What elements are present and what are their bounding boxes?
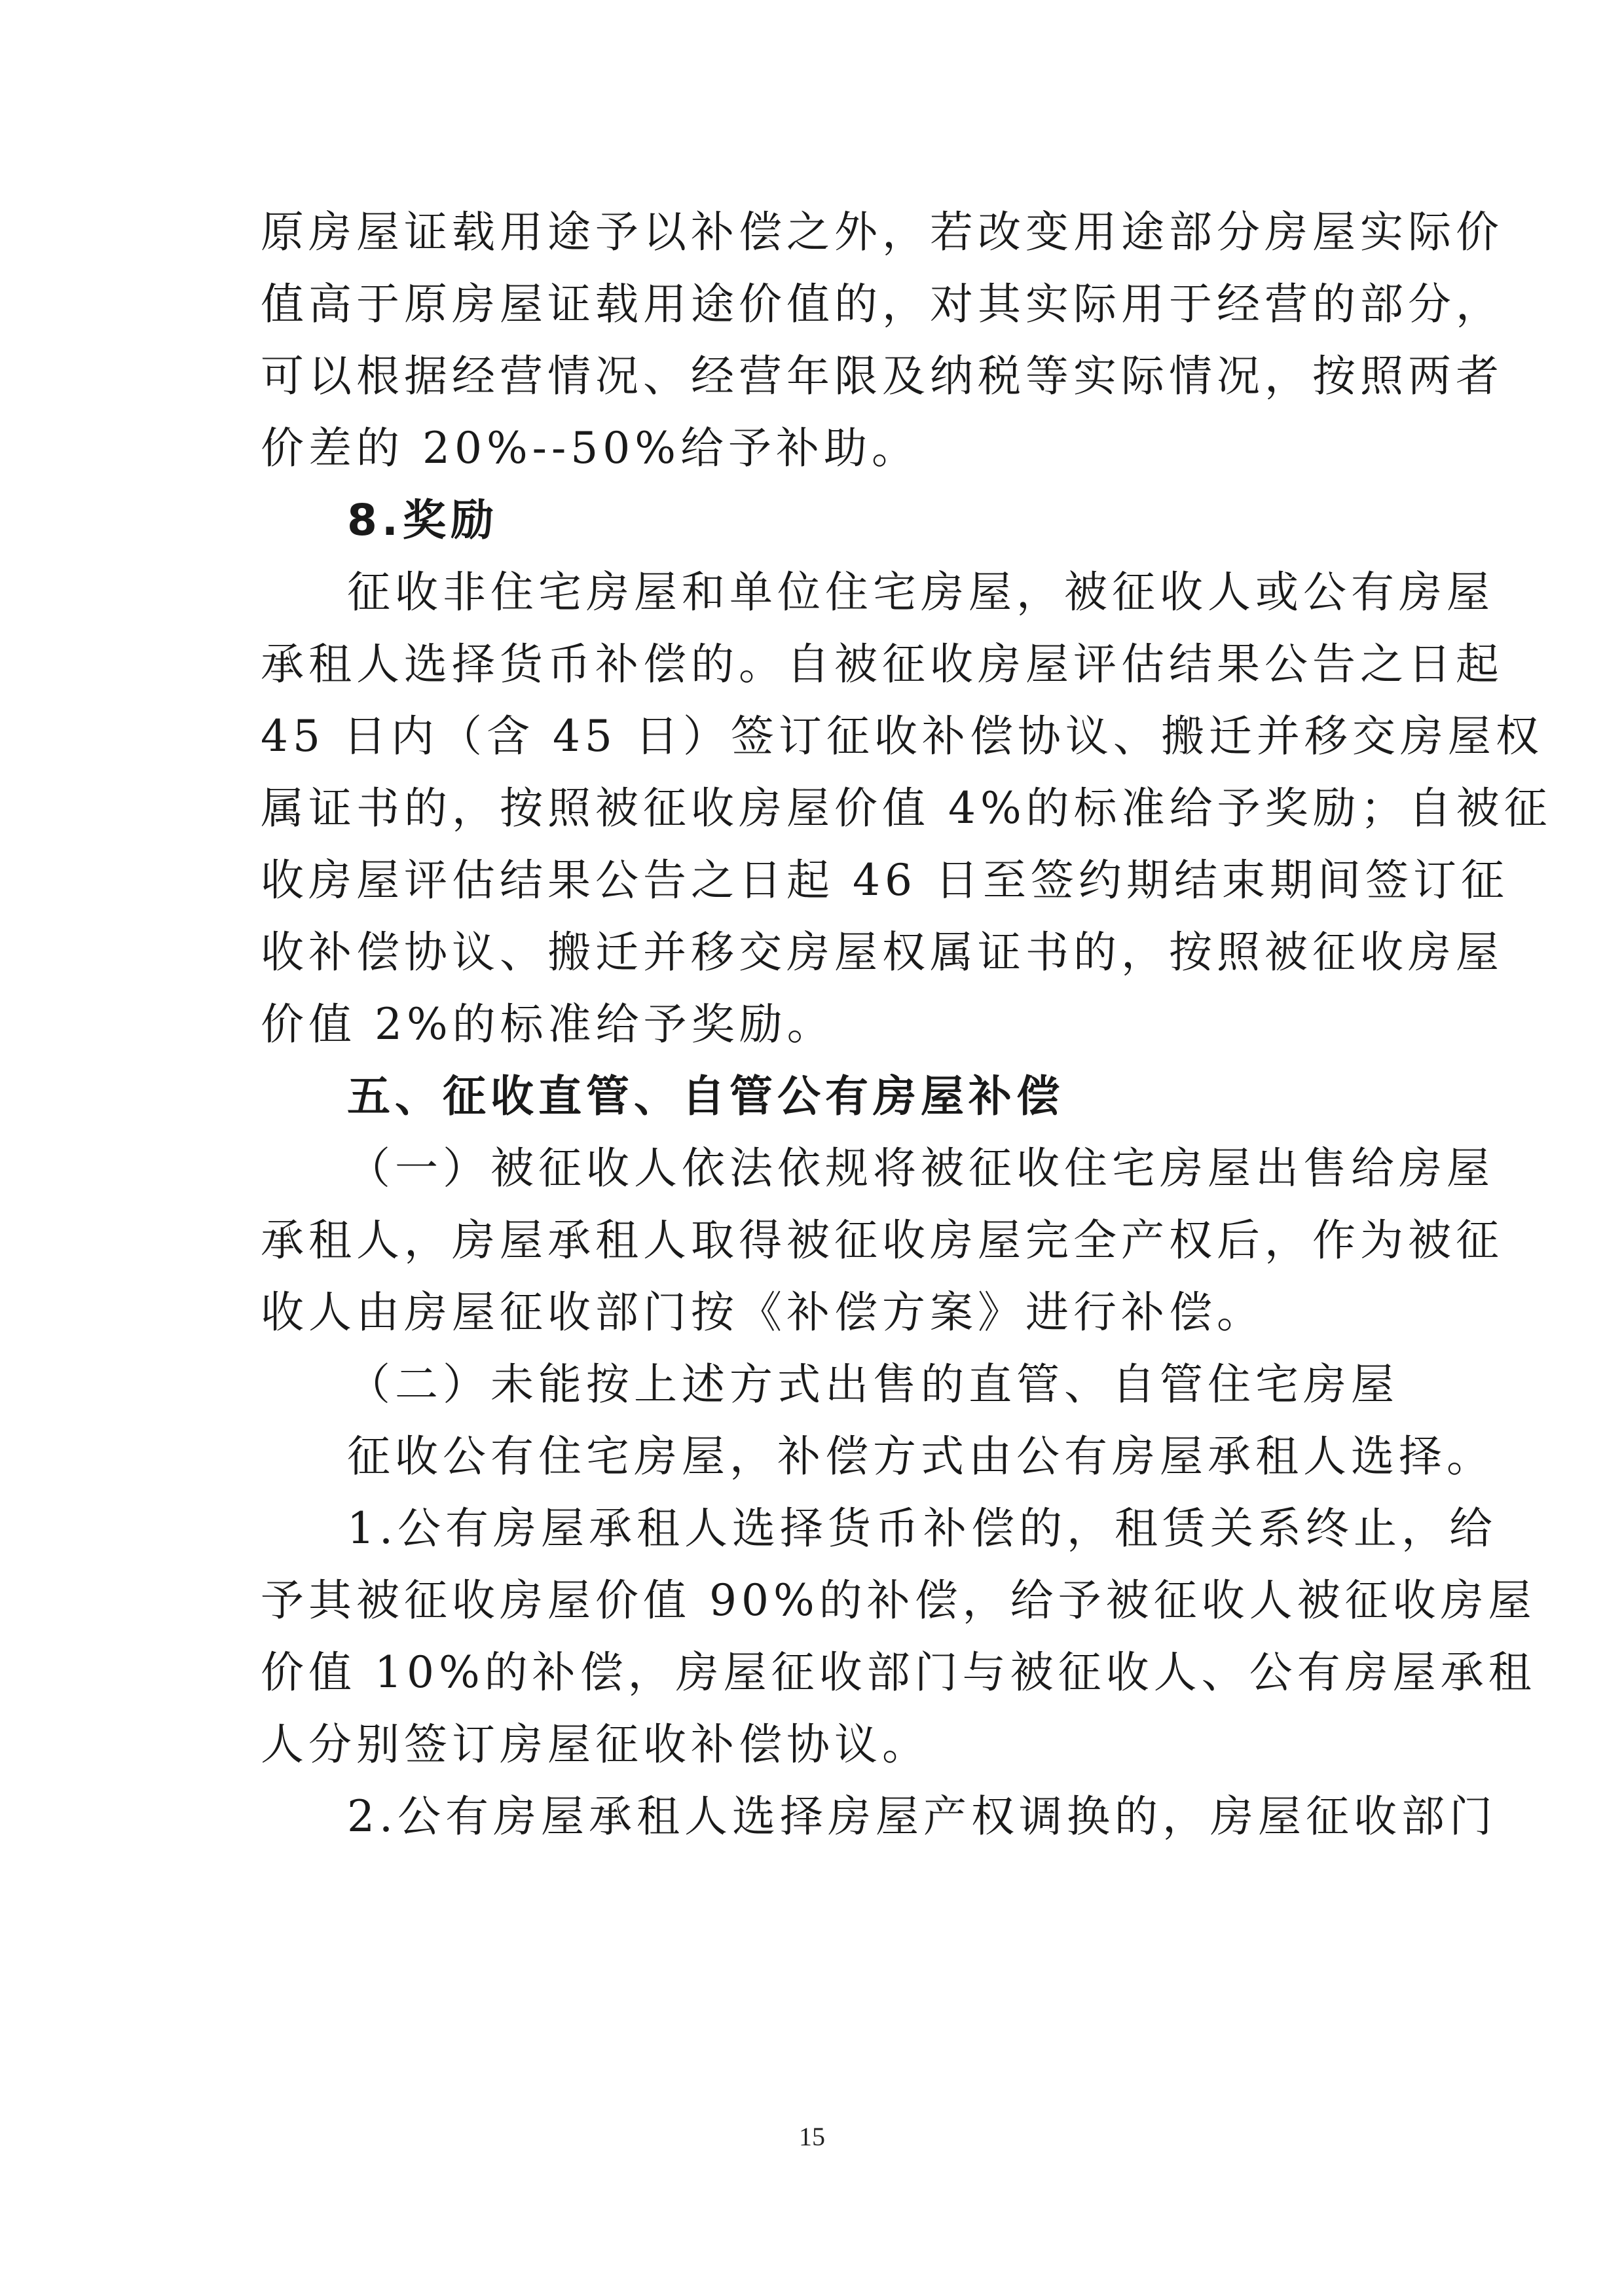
- text-line: 值高于原房屋证载用途价值的，对其实际用于经营的部分，: [261, 279, 1504, 329]
- paragraph-first-line: （一）被征收人依法依规将被征收住宅房屋出售给房屋: [347, 1143, 1494, 1194]
- text-line: 收人由房屋征收部门按《补偿方案》进行补偿。: [261, 1287, 1264, 1338]
- text-line: 价差的 20%--50%给予补助。: [261, 423, 919, 473]
- text-line: 属证书的，按照被征收房屋价值 4%的标准给予奖励；自被征: [261, 783, 1552, 833]
- subsection-heading: （二）未能按上述方式出售的直管、自管住宅房屋: [347, 1359, 1399, 1410]
- text-line: 原房屋证载用途予以补偿之外，若改变用途部分房屋实际价: [261, 207, 1504, 257]
- text-line: 承租人选择货币补偿的。自被征收房屋评估结果公告之日起: [261, 639, 1504, 689]
- chapter-heading: 五、征收直管、自管公有房屋补偿: [347, 1071, 1064, 1121]
- text-line: 承租人，房屋承租人取得被征收房屋完全产权后，作为被征: [261, 1215, 1504, 1266]
- paragraph-first-line: 征收非住宅房屋和单位住宅房屋，被征收人或公有房屋: [347, 567, 1494, 617]
- text-line: 人分别签订房屋征收补偿协议。: [261, 1719, 930, 1770]
- text-line: 价值 2%的标准给予奖励。: [261, 999, 835, 1049]
- text-line: 价值 10%的补偿，房屋征收部门与被征收人、公有房屋承租: [261, 1647, 1536, 1698]
- text-line: 可以根据经营情况、经营年限及纳税等实际情况，按照两者: [261, 351, 1504, 401]
- text-line: 收补偿协议、搬迁并移交房屋权属证书的，按照被征收房屋: [261, 927, 1504, 977]
- paragraph-first-line: 征收公有住宅房屋，补偿方式由公有房屋承租人选择。: [347, 1431, 1494, 1482]
- page-number: 15: [799, 2122, 825, 2151]
- section-heading: 8.奖励: [347, 495, 498, 545]
- text-line: 45 日内（含 45 日）签订征收补偿协议、搬迁并移交房屋权: [261, 711, 1543, 761]
- document-body: [261, 196, 1552, 1853]
- paragraph-first-line: 2.公有房屋承租人选择房屋产权调换的，房屋征收部门: [347, 1791, 1497, 1842]
- text-line: 予其被征收房屋价值 90%的补偿，给予被征收人被征收房屋: [261, 1575, 1536, 1626]
- paragraph-first-line: 1.公有房屋承租人选择货币补偿的，租赁关系终止，给: [347, 1503, 1497, 1554]
- text-line: 收房屋评估结果公告之日起 46 日至签约期结束期间签订征: [261, 855, 1509, 905]
